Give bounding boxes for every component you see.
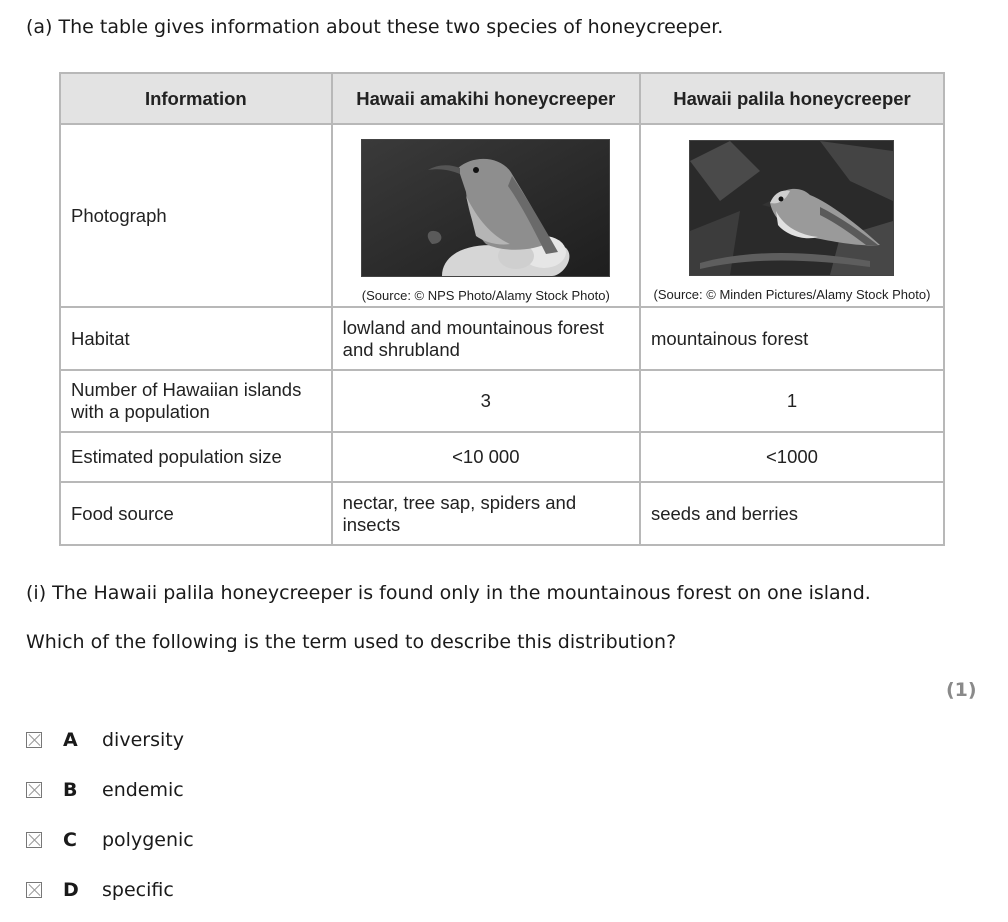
option-d[interactable] [26,877,174,903]
table-row-photograph [60,124,944,307]
amakihi-value: 3 [332,370,640,432]
question-prompt: Which of the following is the term used to describe this distribution? [26,631,677,653]
palila-photo-cell [640,124,944,307]
photo-caption-amakihi: (Source: © NPS Photo/Alamy Stock Photo) [361,288,610,303]
checkbox-icon[interactable] [26,732,42,748]
amakihi-photo [361,139,610,277]
checkbox-icon[interactable] [26,882,42,898]
row-label: Number of Hawaiian islands with a population [60,370,332,432]
palila-value: 1 [640,370,944,432]
amakihi-photo-cell [332,124,640,307]
header-palila: Hawaii palila honeycreeper [640,73,944,124]
option-text: endemic [102,779,184,801]
row-label: Photograph [60,124,332,307]
option-letter: C [63,829,77,851]
row-label: Estimated population size [60,432,332,482]
option-text: polygenic [102,829,194,851]
photo-caption-palila: (Source: © Minden Pictures/Alamy Stock Photo) [653,287,931,302]
amakihi-value: lowland and mountainous forest and shrubland [332,307,640,370]
palila-value: seeds and berries [640,482,944,545]
header-amakihi: Hawaii amakihi honeycreeper [332,73,640,124]
header-information: Information [60,73,332,124]
option-c[interactable] [26,827,194,853]
table-row-food [60,482,944,545]
amakihi-value: <10 000 [332,432,640,482]
part-a-intro: (a) The table gives information about these two species of honeycreeper. [26,16,724,38]
table-row-habitat [60,307,944,370]
palila-value: <1000 [640,432,944,482]
option-b[interactable] [26,777,184,803]
option-text: diversity [102,729,184,751]
marks-label: (1) [946,679,977,701]
option-letter: D [63,879,79,901]
option-a[interactable] [26,727,184,753]
checkbox-icon[interactable] [26,832,42,848]
species-info-table [59,72,945,546]
row-label: Habitat [60,307,332,370]
table-header-row [60,73,944,124]
table-row-population [60,432,944,482]
row-label: Food source [60,482,332,545]
table-row-islands [60,370,944,432]
question-part-i: (i) The Hawaii palila honeycreeper is found only in the mountainous forest on one island. [26,582,871,604]
palila-photo [689,140,894,276]
option-letter: B [63,779,78,801]
option-letter: A [63,729,78,751]
amakihi-value: nectar, tree sap, spiders and insects [332,482,640,545]
checkbox-icon[interactable] [26,782,42,798]
palila-value: mountainous forest [640,307,944,370]
option-text: specific [102,879,174,901]
